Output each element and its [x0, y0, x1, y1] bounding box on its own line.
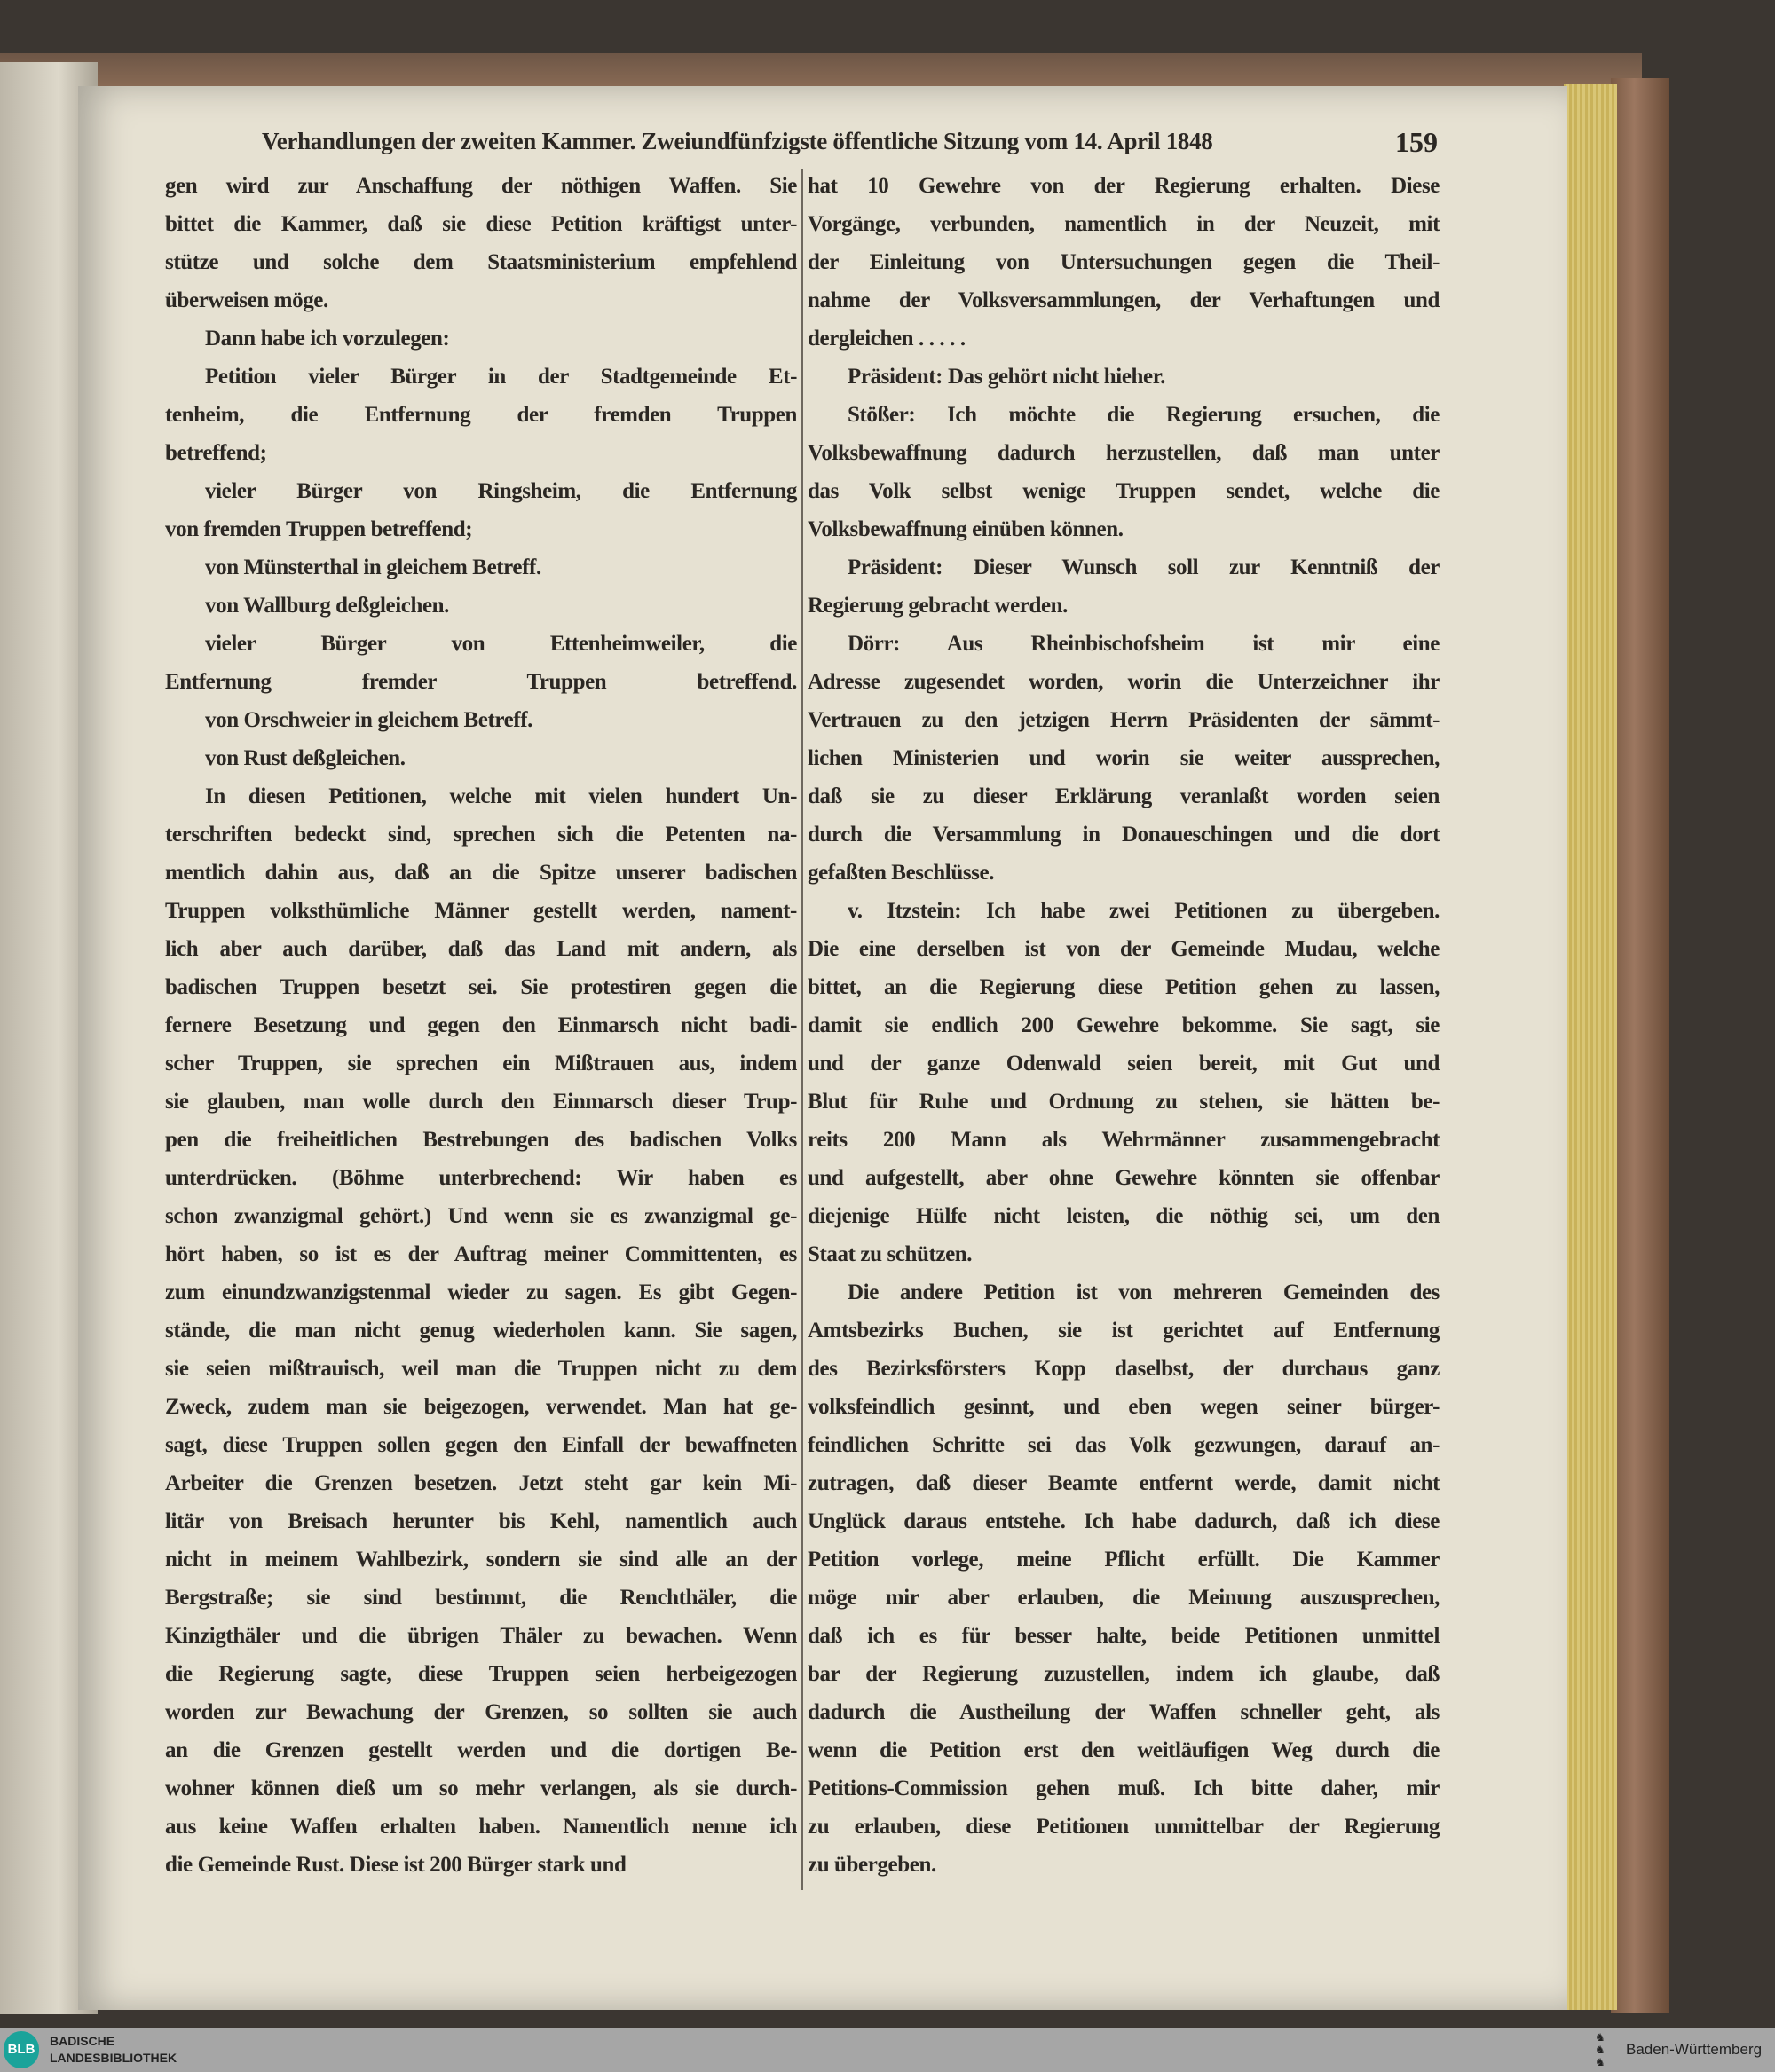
- text-line: zum einundzwanzigstenmal wieder zu sagen. Es gibt Gegen-: [165, 1280, 797, 1304]
- state-label[interactable]: Baden-Württemberg: [1626, 2041, 1763, 2058]
- text-line: der Einleitung von Untersuchungen gegen die Theil-: [808, 250, 1440, 274]
- text-line: Petition vorlege, meine Pflicht erfüllt. Die Kammer: [808, 1548, 1440, 1572]
- text-line: bar der Regierung zuzustellen, indem ich glaube, daß: [808, 1662, 1440, 1686]
- text-line: reits 200 Mann als Wehrmänner zusammengebracht: [808, 1128, 1440, 1152]
- text-line: durch die Versammlung in Donaueschingen und die dort: [808, 823, 1440, 847]
- text-line: bittet, an die Regierung diese Petition gehen zu lassen,: [808, 975, 1440, 999]
- text-line: möge mir aber erlauben, die Meinung auszusprechen,: [808, 1586, 1440, 1610]
- page-edges: [1564, 84, 1617, 2010]
- text-line: gefaßten Beschlüsse.: [808, 861, 995, 885]
- text-line: vieler Bürger von Ettenheimweiler, die: [205, 632, 797, 656]
- text-line: schon zwanzigmal gehört.) Und wenn sie es zwanzigmal ge-: [165, 1204, 797, 1228]
- text-line: Vertrauen zu den jetzigen Herrn Präsidenten der sämmt-: [808, 708, 1440, 732]
- text-line: Bergstraße; sie sind bestimmt, die Renchthäler, die: [165, 1586, 797, 1610]
- text-line: wohner können dieß um so mehr verlangen, als sie durch-: [165, 1777, 797, 1800]
- text-line: bittet die Kammer, daß sie diese Petition kräftigst unter-: [165, 212, 797, 236]
- text-line: an die Grenzen gestellt werden und die dortigen Be-: [165, 1738, 797, 1762]
- text-line: badischen Truppen besetzt sei. Sie protestiren gegen die: [165, 975, 797, 999]
- text-line: Präsident: Dieser Wunsch soll zur Kenntniß der: [848, 555, 1440, 579]
- text-line: die Regierung sagte, diese Truppen seien herbeigezogen: [165, 1662, 797, 1686]
- text-line: von Wallburg deßgleichen.: [205, 594, 450, 618]
- text-line: lichen Ministerien und worin sie weiter aussprechen,: [808, 746, 1440, 770]
- blb-logo[interactable]: BLB: [4, 2031, 39, 2068]
- text-line: volksfeindlich gesinnt, und eben wegen seiner bürger-: [808, 1395, 1440, 1419]
- text-line: v. Itzstein: Ich habe zwei Petitionen zu übergeben.: [848, 899, 1440, 923]
- text-line: vieler Bürger von Ringsheim, die Entfernung: [205, 479, 797, 503]
- text-line: Dörr: Aus Rheinbischofsheim ist mir eine: [848, 632, 1440, 656]
- text-line: und aufgestellt, aber ohne Gewehre könnten sie offenbar: [808, 1166, 1440, 1190]
- text-line: von Münsterthal in gleichem Betreff.: [205, 555, 541, 579]
- footer-bar: [0, 2028, 1775, 2072]
- text-line: Entfernung fremder Truppen betreffend.: [165, 670, 797, 694]
- text-line: betreffend;: [165, 441, 267, 465]
- text-line: Die eine derselben ist von der Gemeinde Mudau, welche: [808, 937, 1440, 961]
- text-line: von Rust deßgleichen.: [205, 746, 406, 770]
- text-line: tenheim, die Entfernung der fremden Truppen: [165, 403, 797, 427]
- text-line: Stößer: Ich möchte die Regierung ersuchen, die: [848, 403, 1440, 427]
- text-line: überweisen möge.: [165, 288, 328, 312]
- text-line: In diesen Petitionen, welche mit vielen hundert Un-: [205, 784, 797, 808]
- text-line: Blut für Ruhe und Ordnung zu stehen, sie hätten be-: [808, 1090, 1440, 1114]
- column-divider: [801, 169, 803, 1890]
- page-number: 159: [1395, 126, 1438, 158]
- text-line: dadurch die Austheilung der Waffen schneller geht, als: [808, 1700, 1440, 1724]
- text-line: fernere Besetzung und gegen den Einmarsch nicht badi-: [165, 1013, 797, 1037]
- text-line: unterdrücken. (Böhme unterbrechend: Wir haben es: [165, 1166, 797, 1190]
- text-line: Petition vieler Bürger in der Stadtgemeinde Et-: [205, 365, 797, 389]
- text-line: hat 10 Gewehre von der Regierung erhalten. Diese: [808, 174, 1440, 198]
- text-line: Arbeiter die Grenzen besetzen. Jetzt steht gar kein Mi-: [165, 1471, 797, 1495]
- text-line: aus keine Waffen erhalten haben. Namentlich nenne ich: [165, 1815, 797, 1839]
- library-name-line2: LANDESBIBLIOTHEK: [50, 2051, 178, 2065]
- text-line: stände, die man nicht genug wiederholen kann. Sie sagen,: [165, 1319, 797, 1343]
- text-line: zu übergeben.: [808, 1853, 936, 1877]
- library-name-line1: BADISCHE: [50, 2034, 115, 2048]
- text-line: feindlichen Schritte sei das Volk gezwungen, darauf an-: [808, 1433, 1440, 1457]
- text-line: wenn die Petition erst den weitläufigen Weg durch die: [808, 1738, 1440, 1762]
- text-line: stütze und solche dem Staatsministerium empfehlend: [165, 250, 797, 274]
- text-line: Truppen volksthümliche Männer gestellt werden, nament-: [165, 899, 797, 923]
- text-line: sie glauben, man wolle durch den Einmarsch dieser Trup-: [165, 1090, 797, 1114]
- text-line: Volksbewaffnung einüben können.: [808, 517, 1124, 541]
- text-line: Staat zu schützen.: [808, 1242, 973, 1266]
- text-line: Kinzigthäler und die übrigen Thäler zu bewachen. Wenn: [165, 1624, 797, 1648]
- three-lions-icon: ♞ ♞ ♞: [1596, 2031, 1605, 2068]
- right-text-column: [808, 167, 1440, 1884]
- book-cover-edge: [1611, 78, 1669, 2013]
- text-line: Unglück daraus entstehe. Ich habe dadurch, daß ich diese: [808, 1509, 1440, 1533]
- text-line: von fremden Truppen betreffend;: [165, 517, 473, 541]
- text-line: terschriften bedeckt sind, sprechen sich die Petenten na-: [165, 823, 797, 847]
- text-line: daß ich es für besser halte, beide Petitionen unmittel: [808, 1624, 1440, 1648]
- text-line: diejenige Hülfe nicht leisten, die nöthig sei, um den: [808, 1204, 1440, 1228]
- book-top-edge: [0, 53, 1642, 89]
- text-line: des Bezirksförsters Kopp daselbst, der durchaus ganz: [808, 1357, 1440, 1381]
- text-line: und der ganze Odenwald seien bereit, mit Gut und: [808, 1052, 1440, 1075]
- text-line: daß sie zu dieser Erklärung veranlaßt worden seien: [808, 784, 1440, 808]
- running-title: Verhandlungen der zweiten Kammer. Zweiundfünfzigste öffentliche Sitzung vom 14. April 1848: [262, 128, 1213, 154]
- text-line: nicht in meinem Wahlbezirk, sondern sie sind alle an der: [165, 1548, 797, 1572]
- library-name[interactable]: [50, 2033, 177, 2067]
- text-line: Regierung gebracht werden.: [808, 594, 1069, 618]
- text-line: Dann habe ich vorzulegen:: [205, 327, 450, 351]
- text-line: zutragen, daß dieser Beamte entfernt werde, damit nicht: [808, 1471, 1440, 1495]
- text-line: sie seien mißtrauisch, weil man die Truppen nicht zu dem: [165, 1357, 797, 1381]
- text-line: Präsident: Das gehört nicht hieher.: [848, 365, 1165, 389]
- text-line: das Volk selbst wenige Truppen sendet, welche die: [808, 479, 1440, 503]
- text-line: Die andere Petition ist von mehreren Gemeinden des: [848, 1280, 1440, 1304]
- text-line: lich aber auch darüber, daß das Land mit andern, als: [165, 937, 797, 961]
- text-line: die Gemeinde Rust. Diese ist 200 Bürger stark und: [165, 1853, 627, 1877]
- text-line: scher Truppen, sie sprechen ein Mißtrauen aus, indem: [165, 1052, 797, 1075]
- left-text-column: [165, 167, 797, 1884]
- text-line: Volksbewaffnung dadurch herzustellen, daß man unter: [808, 441, 1440, 465]
- text-line: mentlich dahin aus, daß an die Spitze unserer badischen: [165, 861, 797, 885]
- text-line: Petitions-Commission gehen muß. Ich bitte daher, mir: [808, 1777, 1440, 1800]
- text-line: damit sie endlich 200 Gewehre bekomme. Sie sagt, sie: [808, 1013, 1440, 1037]
- text-line: dergleichen . . . . .: [808, 327, 966, 351]
- text-line: Zweck, zudem man sie beigezogen, verwendet. Man hat ge-: [165, 1395, 797, 1419]
- text-line: zu erlauben, diese Petitionen unmittelbar der Regierung: [808, 1815, 1440, 1839]
- text-line: Adresse zugesendet worden, worin die Unterzeichner ihr: [808, 670, 1440, 694]
- text-line: von Orschweier in gleichem Betreff.: [205, 708, 533, 732]
- text-line: hört haben, so ist es der Auftrag meiner Committenten, es: [165, 1242, 797, 1266]
- text-line: litär von Breisach herunter bis Kehl, namentlich auch: [165, 1509, 797, 1533]
- text-line: pen die freiheitlichen Bestrebungen des badischen Volks: [165, 1128, 797, 1152]
- text-line: Vorgänge, verbunden, namentlich in der Neuzeit, mit: [808, 212, 1440, 236]
- text-line: gen wird zur Anschaffung der nöthigen Waffen. Sie: [165, 174, 797, 198]
- text-line: worden zur Bewachung der Grenzen, so sollten sie auch: [165, 1700, 797, 1724]
- text-line: nahme der Volksversammlungen, der Verhaftungen und: [808, 288, 1440, 312]
- text-line: Amtsbezirks Buchen, sie ist gerichtet auf Entfernung: [808, 1319, 1440, 1343]
- text-line: sagt, diese Truppen sollen gegen den Einfall der bewaffneten: [165, 1433, 797, 1457]
